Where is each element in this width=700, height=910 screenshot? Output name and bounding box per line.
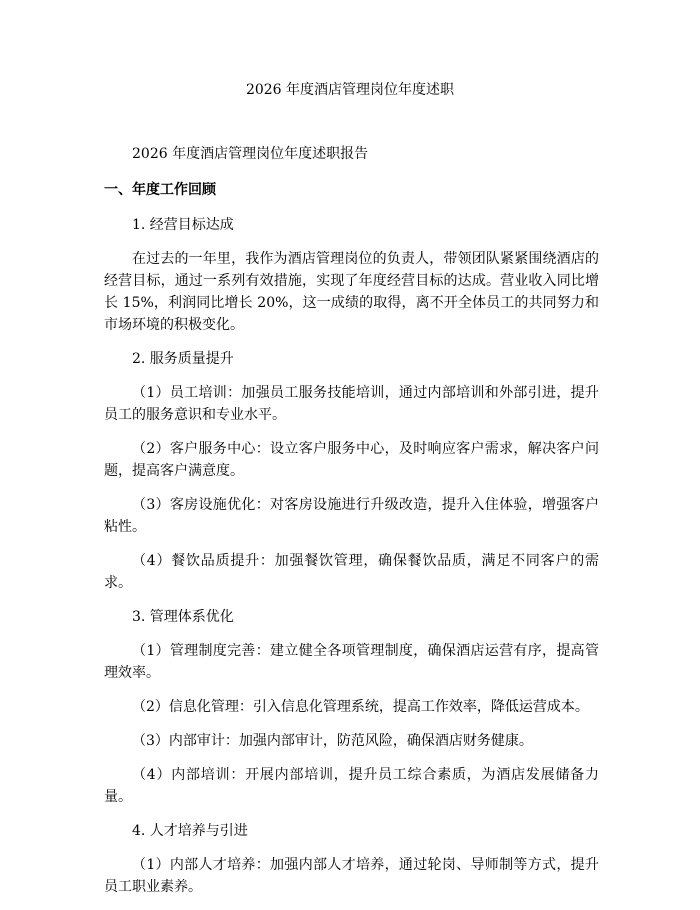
subheading-service-quality: 2. 服务质量提升 <box>132 351 234 367</box>
list-item-customer-service-center: （2）客户服务中心：设立客户服务中心，及时响应客户需求，解决客户问题，提高客户满意度。 <box>104 441 599 479</box>
document-body <box>104 143 599 910</box>
document-title: 2026 年度酒店管理岗位年度述职 <box>245 82 455 98</box>
subheading-talent-development: 4. 人才培养与引进 <box>132 823 248 839</box>
subheading-business-goals: 1. 经营目标达成 <box>132 217 234 233</box>
list-item-catering-quality: （4）餐饮品质提升：加强餐饮管理，确保餐饮品质，满足不同客户的需求。 <box>104 553 599 591</box>
list-item-management-rules: （1）管理制度完善：建立健全各项管理制度，确保酒店运营有序，提高管理效率。 <box>104 643 599 681</box>
list-item-information-management: （2）信息化管理：引入信息化管理系统，提高工作效率，降低运营成本。 <box>132 699 589 715</box>
list-item-staff-training: （1）员工培训：加强员工服务技能培训，通过内部培训和外部引进，提升员工的服务意识和专业水平。 <box>104 385 599 423</box>
list-item-internal-training: （4）内部培训：开展内部培训，提升员工综合素质，为酒店发展储备力量。 <box>104 767 599 805</box>
list-item-room-facilities: （3）客房设施优化：对客房设施进行升级改造，提升入住体验，增强客户粘性。 <box>104 497 599 535</box>
subheading-management-system: 3. 管理体系优化 <box>132 609 234 625</box>
report-title: 2026 年度酒店管理岗位年度述职报告 <box>132 146 369 162</box>
paragraph-business-goals: 在过去的一年里，我作为酒店管理岗位的负责人，带领团队紧紧围绕酒店的经营目标，通过一系列有效措施，实现了年度经营目标的达成。营业收入同比增长 15%，利润同比增长 20%，这一成绩的取得，离不开全体员工的共同努力和市场环境的积极变化。 <box>104 251 599 333</box>
list-item-internal-talent: （1）内部人才培养：加强内部人才培养，通过轮岗、导师制等方式，提升员工职业素养。 <box>104 857 599 895</box>
section-heading-annual-review: 一、年度工作回顾 <box>104 182 216 198</box>
list-item-internal-audit: （3）内部审计：加强内部审计，防范风险，确保酒店财务健康。 <box>132 733 533 749</box>
